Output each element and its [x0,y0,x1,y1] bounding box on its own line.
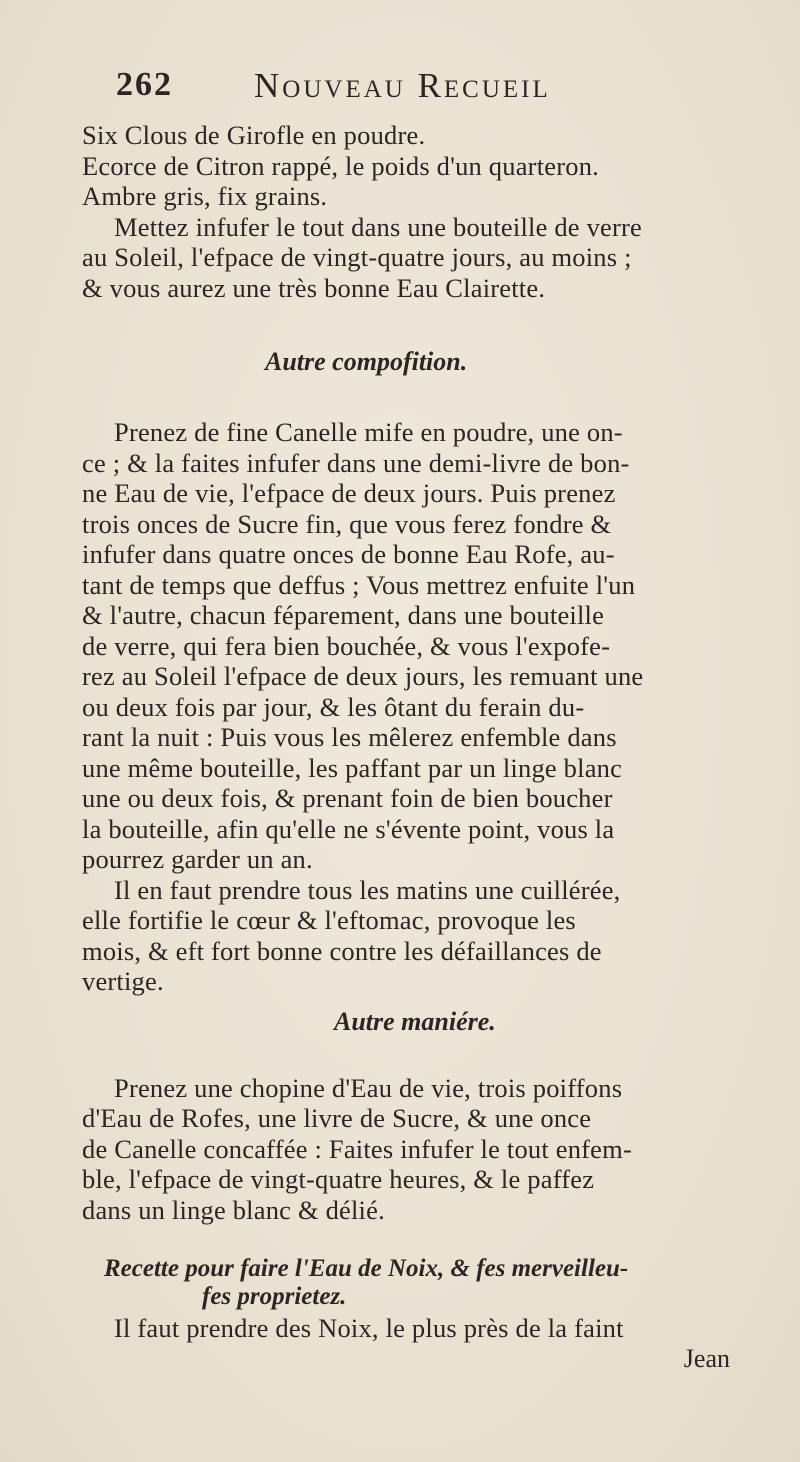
text-line: Six Clous de Girofle en poudre. [82,120,426,150]
paragraph-walnut-recipe [82,1313,760,1344]
text-line: ne Eau de vie, l'efpace de deux jours. Puis prenez [82,478,616,508]
text-line: & vous aurez une très bonne Eau Clairette. [82,272,546,303]
paragraph-dosage [82,875,760,997]
catchword: Jean [683,1343,730,1373]
text-line: pourrez garder un an. [82,844,313,874]
page-number: 262 [116,66,173,103]
text-line: Ecorce de Citron rappé, le poids d'un quarteron. [82,150,599,181]
text-line: & l'autre, chacun féparement, dans une bouteille [82,600,605,630]
paragraph-ingredients [82,120,760,212]
text-line: de verre, qui fera bien bouchée, & vous l'expofe- [82,630,611,661]
text-line: Il faut prendre des Noix, le plus près de la faint [114,1313,624,1343]
section-heading-continuation: fes proprietez. [202,1283,347,1310]
text-line: Prenez une chopine d'Eau de vie, trois poiffons [114,1072,623,1103]
paragraph-cinnamon-recipe [82,417,760,875]
paragraph-instructions [82,212,760,304]
running-title: Nouveau Recueil [254,66,551,105]
section-heading: Autre maniére. [334,1006,496,1036]
section-heading: Autre compofition. [265,347,468,376]
text-line: une ou deux fois, & prenant foin de bien boucher [82,783,613,813]
text-line: d'Eau de Rofes, une livre de Sucre, & une once [82,1103,592,1133]
text-line: Il en faut prendre tous les matins une cuillérée, [114,874,621,905]
text-line: rant la nuit : Puis vous les mêlerez enfemble dans [82,722,617,752]
text-line: une même bouteille, les paffant par un linge blanc [82,752,623,783]
text-line: dans un linge blanc & délié. [82,1194,385,1225]
text-line: de Canelle concaffée : Faites infufer le tout enfem- [82,1133,632,1164]
section-heading: Recette pour faire l'Eau de Noix, & fes merveilleu- [104,1255,629,1282]
text-line: Ambre gris, fix grains. [82,181,328,211]
page-header [82,66,760,120]
paragraph-other-method [82,1073,760,1226]
text-line: rez au Soleil l'efpace de deux jours, les remuant une [82,661,644,691]
text-line: ou deux fois par jour, & les ôtant du ferain du- [82,691,585,722]
text-line: au Soleil, l'efpace de vingt-quatre jours, au moins ; [82,242,632,272]
text-line: Prenez de fine Canelle mife en poudre, une on- [114,417,623,447]
text-line: mois, & eft fort bonne contre les défaillances de [82,935,602,966]
text-line: infufer dans quatre onces de bonne Eau Rofe, au- [82,539,615,569]
text-line: ble, l'efpace de vingt-quatre heures, & le paffez [82,1164,595,1194]
text-line: vertige. [82,966,164,996]
text-line: tant de temps que deffus ; Vous mettrez enfuite l'un [82,569,636,600]
text-line: Mettez infufer le tout dans une bouteille de verre [114,211,643,242]
text-line: elle fortifie le cœur & l'eftomac, provoque les [82,905,576,935]
text-line: trois onces de Sucre fin, que vous ferez fondre & [82,508,612,539]
text-line: ce ; & la faites infufer dans une demi-livre de bon- [82,447,630,478]
text-line: la bouteille, afin qu'elle ne s'évente point, vous la [82,813,615,844]
